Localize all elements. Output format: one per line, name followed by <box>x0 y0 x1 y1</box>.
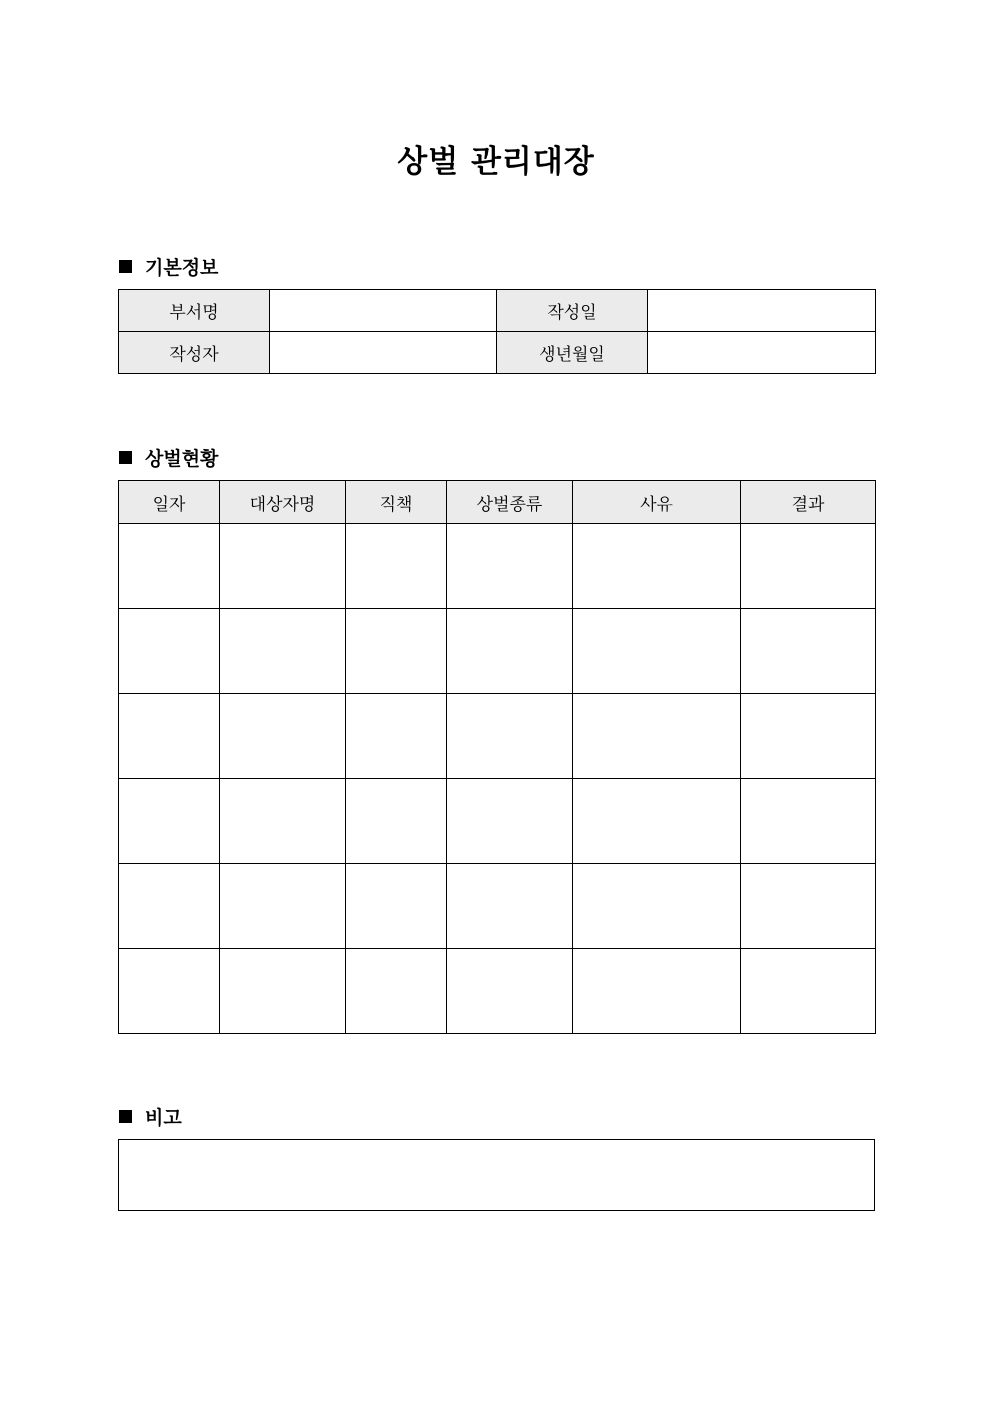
table-cell[interactable] <box>447 694 573 779</box>
table-cell[interactable] <box>741 609 876 694</box>
table-cell[interactable] <box>573 779 741 864</box>
table-cell[interactable] <box>447 524 573 609</box>
table-cell[interactable] <box>119 779 220 864</box>
section-heading-remarks <box>119 1103 182 1130</box>
table-row <box>119 779 876 864</box>
table-row <box>119 949 876 1034</box>
table-row <box>119 1140 875 1211</box>
table-header-row <box>119 481 876 524</box>
column-header-reason: 사유 <box>573 481 741 524</box>
table-cell[interactable] <box>573 609 741 694</box>
author-label: 작성자 <box>119 332 270 374</box>
table-cell[interactable] <box>346 949 447 1034</box>
black-square-icon <box>119 451 132 464</box>
table-cell[interactable] <box>346 779 447 864</box>
table-cell[interactable] <box>220 609 346 694</box>
table-cell[interactable] <box>573 864 741 949</box>
department-field[interactable] <box>270 290 497 332</box>
table-cell[interactable] <box>346 609 447 694</box>
page-title: 상벌 관리대장 <box>397 144 595 180</box>
table-cell[interactable] <box>220 864 346 949</box>
table-cell[interactable] <box>220 524 346 609</box>
table-cell[interactable] <box>119 694 220 779</box>
author-field[interactable] <box>270 332 497 374</box>
table-cell[interactable] <box>447 949 573 1034</box>
table-cell[interactable] <box>119 949 220 1034</box>
table-cell[interactable] <box>220 694 346 779</box>
black-square-icon <box>119 1110 132 1123</box>
table-cell[interactable] <box>741 779 876 864</box>
table-cell[interactable] <box>346 694 447 779</box>
column-header-subject-name: 대상자명 <box>220 481 346 524</box>
table-cell[interactable] <box>741 524 876 609</box>
status-table <box>118 480 876 1034</box>
table-row <box>119 694 876 779</box>
table-cell[interactable] <box>346 864 447 949</box>
date-written-field[interactable] <box>648 290 876 332</box>
date-written-label: 작성일 <box>497 290 648 332</box>
column-header-result: 결과 <box>741 481 876 524</box>
remarks-field[interactable] <box>119 1140 875 1211</box>
black-square-icon <box>119 260 132 273</box>
department-label: 부서명 <box>119 290 270 332</box>
table-cell[interactable] <box>573 949 741 1034</box>
table-cell[interactable] <box>447 609 573 694</box>
table-row <box>119 609 876 694</box>
table-cell[interactable] <box>447 864 573 949</box>
birth-date-label: 생년월일 <box>497 332 648 374</box>
table-cell[interactable] <box>741 694 876 779</box>
table-cell[interactable] <box>220 949 346 1034</box>
table-cell[interactable] <box>447 779 573 864</box>
remarks-table <box>118 1139 875 1211</box>
table-cell[interactable] <box>346 524 447 609</box>
section-heading-status <box>119 444 218 471</box>
column-header-position: 직책 <box>346 481 447 524</box>
section-heading-label: 상벌현황 <box>145 448 219 470</box>
birth-date-field[interactable] <box>648 332 876 374</box>
table-row <box>119 524 876 609</box>
table-cell[interactable] <box>119 609 220 694</box>
table-cell[interactable] <box>573 524 741 609</box>
table-row <box>119 332 876 374</box>
table-cell[interactable] <box>119 864 220 949</box>
table-cell[interactable] <box>573 694 741 779</box>
table-cell[interactable] <box>741 864 876 949</box>
table-row <box>119 864 876 949</box>
table-cell[interactable] <box>119 524 220 609</box>
basic-info-table <box>118 289 876 374</box>
column-header-date: 일자 <box>119 481 220 524</box>
table-cell[interactable] <box>220 779 346 864</box>
section-heading-label: 기본정보 <box>145 257 219 279</box>
table-row <box>119 290 876 332</box>
column-header-type: 상벌종류 <box>447 481 573 524</box>
section-heading-basic-info <box>119 253 218 280</box>
section-heading-label: 비고 <box>145 1107 182 1129</box>
table-cell[interactable] <box>741 949 876 1034</box>
